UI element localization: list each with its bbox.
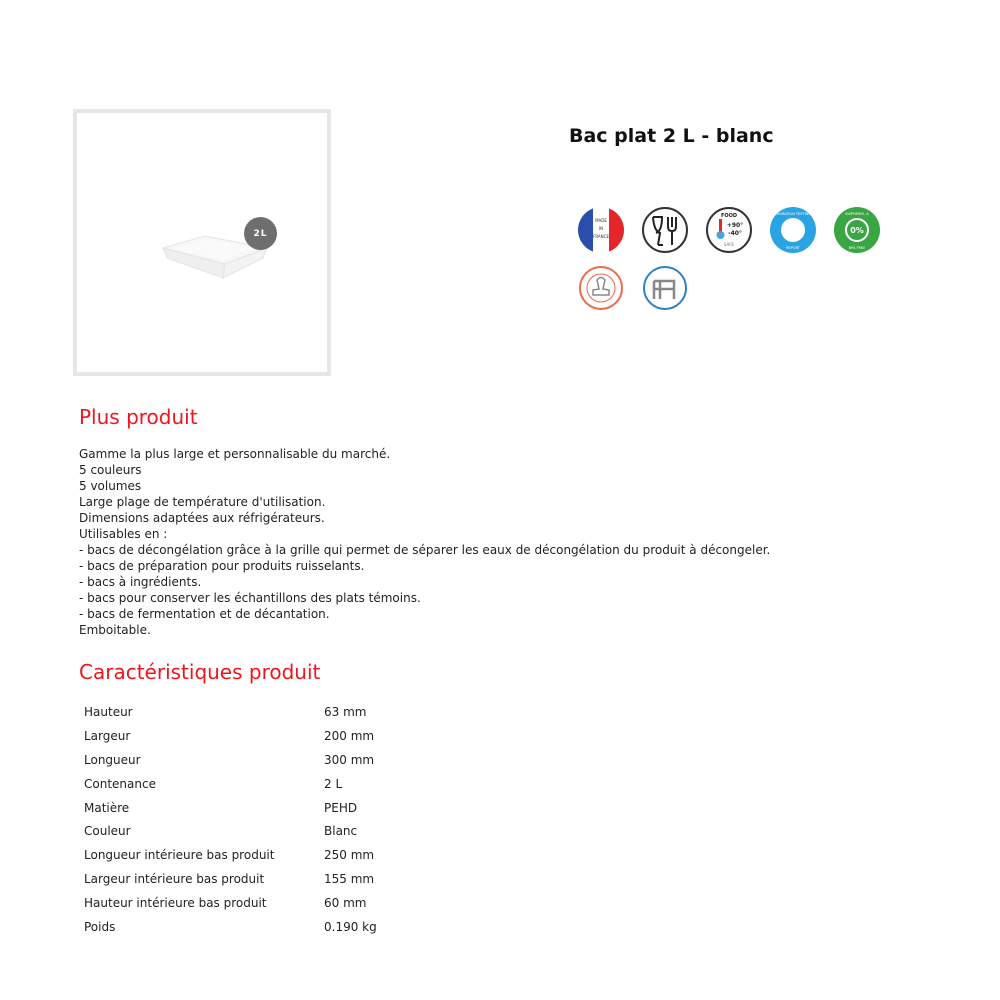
description-line: Gamme la plus large et personnalisable du marché. [79, 447, 391, 461]
spec-label: Longueur intérieure bas produit [84, 848, 275, 863]
bpa-free-icon [832, 205, 882, 255]
description-line: - bacs de fermentation et de décantation. [79, 607, 330, 621]
description-line: Dimensions adaptées aux réfrigérateurs. [79, 511, 325, 525]
table-row [79, 891, 382, 915]
svg-text:IN: IN [598, 226, 604, 231]
spec-table [79, 700, 382, 939]
table-row [79, 772, 382, 796]
description-line: Emboitable. [79, 623, 151, 637]
svg-text:0%: 0% [850, 226, 864, 235]
description-line: Utilisables en : [79, 527, 168, 541]
product-image-frame[interactable] [73, 109, 331, 376]
svg-text:BISPHENOL A: BISPHENOL A [845, 212, 869, 216]
spec-label: Couleur [84, 824, 131, 839]
spec-value: 2 L [324, 776, 343, 791]
spec-label: Hauteur intérieure bas produit [84, 896, 267, 911]
description-line: - bacs à ingrédients. [79, 575, 202, 589]
spec-label: Longueur [84, 752, 141, 767]
spec-label: Poids [84, 919, 116, 934]
table-row [79, 796, 382, 820]
spec-value: PEHD [324, 800, 358, 815]
table-row [79, 819, 382, 843]
spec-value: 155 mm [324, 872, 375, 887]
caracteristiques-title: Caractéristiques produit [79, 660, 321, 684]
description-line: - bacs de préparation pour produits ruisselants. [79, 559, 365, 573]
plus-produit-description [79, 446, 770, 638]
table-row [79, 700, 382, 724]
description-line: 5 couleurs [79, 463, 142, 477]
spec-value: Blanc [324, 824, 358, 839]
migration-testing-icon [768, 205, 818, 255]
svg-text:FOOD: FOOD [720, 213, 738, 219]
svg-text:+90°: +90° [726, 222, 744, 229]
temperature-range-icon [704, 205, 754, 255]
stackable-nestable-icon [640, 263, 690, 313]
spec-label: Contenance [84, 776, 156, 791]
spec-value: 63 mm [324, 704, 367, 719]
description-line: - bacs de décongélation grâce à la grille qui permet de séparer les eaux de décongélation du produit à décongeler. [79, 543, 771, 557]
table-row [79, 867, 382, 891]
spec-label: Matière [84, 800, 130, 815]
made-in-france-icon [576, 205, 626, 255]
svg-text:-40°: -40° [728, 230, 742, 237]
svg-text:FRANCE: FRANCE [593, 234, 609, 239]
spec-value: 200 mm [324, 728, 375, 743]
description-line: Large plage de température d'utilisation. [79, 495, 326, 509]
product-title: Bac plat 2 L - blanc [569, 125, 774, 147]
spec-value: 250 mm [324, 848, 375, 863]
svg-text:MADE: MADE [595, 218, 607, 223]
table-row [79, 915, 382, 939]
spec-label: Largeur [84, 728, 131, 743]
volume-badge: 2L [244, 217, 277, 250]
spec-value: 300 mm [324, 752, 375, 767]
spec-label: Hauteur [84, 704, 133, 719]
table-row [79, 843, 382, 867]
svg-text:SAFE: SAFE [723, 242, 735, 247]
description-line: 5 volumes [79, 479, 142, 493]
food-contact-icon [640, 205, 690, 255]
svg-text:MIGRATION TESTING: MIGRATION TESTING [775, 212, 811, 216]
table-row [79, 724, 382, 748]
svg-text:REPORT: REPORT [786, 246, 800, 250]
spec-value: 0.190 kg [324, 919, 377, 934]
spec-value: 60 mm [324, 896, 367, 911]
svg-text:BPA FREE: BPA FREE [848, 246, 866, 250]
plus-produit-title: Plus produit [79, 405, 198, 429]
spec-label: Largeur intérieure bas produit [84, 872, 265, 887]
table-row [79, 748, 382, 772]
customizable-icon [576, 263, 626, 313]
description-line: - bacs pour conserver les échantillons des plats témoins. [79, 591, 421, 605]
